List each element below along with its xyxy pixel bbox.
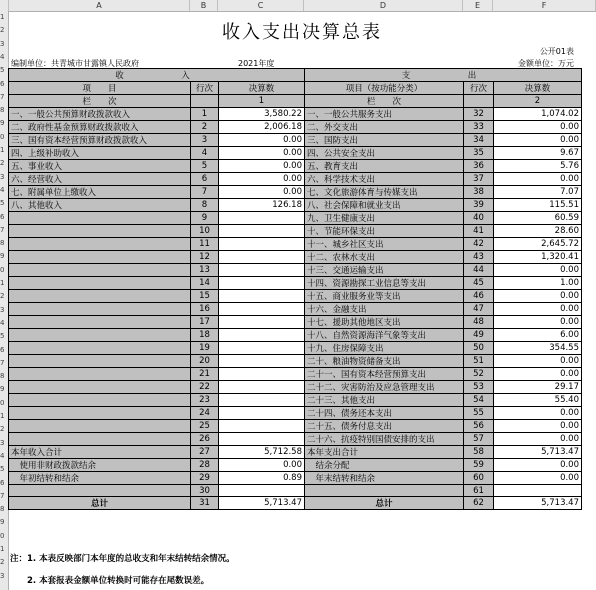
- income-line-cell[interactable]: 3: [191, 134, 219, 147]
- table-row: [9, 407, 582, 420]
- income-item-cell[interactable]: 使用非财政拨款结余: [9, 459, 191, 472]
- table-row: [9, 342, 582, 355]
- table-row: [9, 238, 582, 251]
- expense-line-cell[interactable]: 56: [464, 420, 494, 433]
- income-item-cell[interactable]: [9, 420, 191, 433]
- income-item-cell[interactable]: [9, 407, 191, 420]
- table-row: [9, 199, 582, 212]
- final-header-right[interactable]: 决算数: [494, 82, 582, 95]
- expense-value-cell[interactable]: 28.60: [494, 225, 582, 238]
- table-row: [9, 446, 582, 459]
- income-item-cell[interactable]: 五、事业收入: [9, 160, 191, 173]
- income-value-cell[interactable]: [219, 303, 305, 316]
- expense-line-cell[interactable]: 37: [464, 173, 494, 186]
- income-item-cell[interactable]: [9, 485, 191, 497]
- income-value-cell[interactable]: 0.89: [219, 472, 305, 485]
- income-item-cell[interactable]: [9, 433, 191, 446]
- income-item-cell[interactable]: 七、附属单位上缴收入: [9, 186, 191, 199]
- income-line-cell[interactable]: 2: [191, 121, 219, 134]
- expense-value-cell[interactable]: 0.00: [494, 459, 582, 472]
- income-item-cell[interactable]: [9, 381, 191, 394]
- row-number[interactable]: 0: [0, 531, 5, 540]
- expense-value-cell[interactable]: 7.07: [494, 186, 582, 199]
- expense-value-cell[interactable]: [494, 485, 582, 497]
- table-row: [9, 277, 582, 290]
- expense-line-cell[interactable]: 59: [464, 459, 494, 472]
- page-title: 收入支出决算总表: [222, 22, 382, 43]
- income-item-cell[interactable]: [9, 251, 191, 264]
- expense-line-cell[interactable]: 39: [464, 199, 494, 212]
- expense-item-cell[interactable]: [305, 485, 464, 497]
- expense-value-cell[interactable]: 2,645.72: [494, 238, 582, 251]
- expense-value-cell[interactable]: 6.00: [494, 329, 582, 342]
- row-number[interactable]: 4: [0, 52, 5, 61]
- expense-item-cell[interactable]: 二十二、灾害防治及应急管理支出: [305, 381, 464, 394]
- income-value-cell[interactable]: [219, 225, 305, 238]
- expense-value-cell[interactable]: 5.76: [494, 160, 582, 173]
- expense-line-cell[interactable]: 58: [464, 446, 494, 459]
- col-number-1[interactable]: 1: [219, 95, 305, 108]
- table-row: [9, 173, 582, 186]
- income-item-cell[interactable]: [9, 264, 191, 277]
- column-header-b[interactable]: B: [190, 0, 218, 11]
- expense-line-cell[interactable]: 40: [464, 212, 494, 225]
- row-number[interactable]: 6: [0, 478, 5, 487]
- expense-line-cell[interactable]: 52: [464, 368, 494, 381]
- expense-value-cell[interactable]: 0.00: [494, 368, 582, 381]
- expense-value-cell[interactable]: 0.00: [494, 472, 582, 485]
- table-row: [9, 303, 582, 316]
- row-number[interactable]: 9: [0, 518, 5, 527]
- income-line-cell[interactable]: 11: [191, 238, 219, 251]
- income-line-cell[interactable]: 31: [191, 497, 219, 510]
- expense-item-cell[interactable]: 十四、资源勘探工业信息等支出: [305, 277, 464, 290]
- table-row: [9, 433, 582, 446]
- income-value-cell[interactable]: 0.00: [219, 134, 305, 147]
- table-row: [9, 381, 582, 394]
- row-number[interactable]: 4: [0, 318, 5, 327]
- income-line-cell[interactable]: 25: [191, 420, 219, 433]
- income-item-cell[interactable]: 本年收入合计: [9, 446, 191, 459]
- income-value-cell[interactable]: [219, 277, 305, 290]
- expense-line-cell[interactable]: 36: [464, 160, 494, 173]
- row-number[interactable]: 9: [0, 119, 5, 128]
- row-number[interactable]: 2: [0, 159, 5, 168]
- expense-value-cell[interactable]: 9.67: [494, 147, 582, 160]
- row-number[interactable]: 6: [0, 79, 5, 88]
- income-value-cell[interactable]: 5,712.58: [219, 446, 305, 459]
- table-row: [9, 134, 582, 147]
- expense-line-cell[interactable]: 42: [464, 238, 494, 251]
- income-value-cell[interactable]: 2,006.18: [219, 121, 305, 134]
- income-value-cell[interactable]: [219, 290, 305, 303]
- row-number[interactable]: 5: [0, 465, 5, 474]
- income-item-cell[interactable]: [9, 342, 191, 355]
- lanci-label-left[interactable]: 栏 次: [9, 95, 191, 108]
- row-number[interactable]: 9: [0, 385, 5, 394]
- expense-item-cell[interactable]: 十五、商业服务业等支出: [305, 290, 464, 303]
- income-line-cell[interactable]: 10: [191, 225, 219, 238]
- expense-item-cell[interactable]: 一、一般公共服务支出: [305, 108, 464, 121]
- table-row: [9, 485, 582, 497]
- lanci-blank-right[interactable]: [464, 95, 494, 108]
- income-item-cell[interactable]: [9, 329, 191, 342]
- income-line-cell[interactable]: 9: [191, 212, 219, 225]
- expense-item-cell[interactable]: 二十三、其他支出: [305, 394, 464, 407]
- income-line-cell[interactable]: 20: [191, 355, 219, 368]
- row-number[interactable]: 5: [0, 332, 5, 341]
- expense-value-cell[interactable]: 1,074.02: [494, 108, 582, 121]
- income-value-cell[interactable]: 0.00: [219, 186, 305, 199]
- expense-item-cell[interactable]: 本年支出合计: [305, 446, 464, 459]
- note-2: 2. 本套报表金额单位转换时可能存在尾数误差。: [10, 576, 210, 586]
- income-line-cell[interactable]: 1: [191, 108, 219, 121]
- table-row: [9, 368, 582, 381]
- income-line-cell[interactable]: 14: [191, 277, 219, 290]
- income-line-cell[interactable]: 16: [191, 303, 219, 316]
- row-number[interactable]: 0: [0, 398, 5, 407]
- expense-value-cell[interactable]: 0.00: [494, 420, 582, 433]
- income-item-cell[interactable]: 六、经营收入: [9, 173, 191, 186]
- income-value-cell[interactable]: 0.00: [219, 173, 305, 186]
- lanci-label-right[interactable]: 栏 次: [305, 95, 464, 108]
- expense-line-cell[interactable]: 62: [464, 497, 494, 510]
- expense-item-cell[interactable]: 十二、农林水支出: [305, 251, 464, 264]
- income-item-cell[interactable]: [9, 277, 191, 290]
- expense-line-cell[interactable]: 35: [464, 147, 494, 160]
- income-item-cell[interactable]: 八、其他收入: [9, 199, 191, 212]
- table-row: [9, 108, 582, 121]
- row-number[interactable]: 3: [0, 172, 5, 181]
- item-func-header[interactable]: 项目（按功能分类）: [305, 82, 464, 95]
- expense-value-cell[interactable]: 0.00: [494, 316, 582, 329]
- income-value-cell[interactable]: [219, 485, 305, 497]
- row-number[interactable]: 3: [0, 39, 5, 48]
- income-value-cell[interactable]: [219, 329, 305, 342]
- expense-item-cell[interactable]: 三、国防支出: [305, 134, 464, 147]
- income-item-cell[interactable]: 总计: [9, 497, 191, 510]
- expense-value-cell[interactable]: 60.59: [494, 212, 582, 225]
- line-header-left[interactable]: 行次: [191, 82, 219, 95]
- expense-line-cell[interactable]: 55: [464, 407, 494, 420]
- income-value-cell[interactable]: 5,713.47: [219, 497, 305, 510]
- income-value-cell[interactable]: [219, 394, 305, 407]
- expense-line-cell[interactable]: 49: [464, 329, 494, 342]
- expense-line-cell[interactable]: 61: [464, 485, 494, 497]
- row-number[interactable]: 9: [0, 252, 5, 261]
- table-row: [9, 459, 582, 472]
- income-value-cell[interactable]: [219, 420, 305, 433]
- table-row: [9, 355, 582, 368]
- expense-line-cell[interactable]: 44: [464, 264, 494, 277]
- income-line-cell[interactable]: 29: [191, 472, 219, 485]
- column-header-bar: [0, 0, 596, 12]
- expense-value-cell[interactable]: 0.00: [494, 433, 582, 446]
- expense-line-cell[interactable]: 45: [464, 277, 494, 290]
- expense-value-cell[interactable]: 55.40: [494, 394, 582, 407]
- income-value-cell[interactable]: [219, 355, 305, 368]
- item-header[interactable]: 项 目: [9, 82, 191, 95]
- expense-item-cell[interactable]: 十、节能环保支出: [305, 225, 464, 238]
- expense-value-cell[interactable]: 5,713.47: [494, 497, 582, 510]
- row-number[interactable]: 5: [0, 66, 5, 75]
- row-number[interactable]: 0: [0, 132, 5, 141]
- row-number[interactable]: 1: [0, 279, 5, 287]
- row-number[interactable]: 3: [0, 438, 5, 447]
- expense-item-cell[interactable]: 总计: [305, 497, 464, 510]
- table-row: [9, 264, 582, 277]
- income-header[interactable]: 收 入: [9, 69, 305, 82]
- table-row: [9, 394, 582, 407]
- expense-line-cell[interactable]: 50: [464, 342, 494, 355]
- income-line-cell[interactable]: 12: [191, 251, 219, 264]
- income-item-cell[interactable]: 四、上级补助收入: [9, 147, 191, 160]
- expense-line-cell[interactable]: 51: [464, 355, 494, 368]
- income-item-cell[interactable]: [9, 355, 191, 368]
- income-value-cell[interactable]: 0.00: [219, 160, 305, 173]
- expense-item-cell[interactable]: 四、公共安全支出: [305, 147, 464, 160]
- row-number[interactable]: 3: [0, 305, 5, 314]
- income-line-cell[interactable]: 4: [191, 147, 219, 160]
- expense-line-cell[interactable]: 57: [464, 433, 494, 446]
- table-row: [9, 497, 582, 510]
- expense-item-cell[interactable]: 七、文化旅游体育与传媒支出: [305, 186, 464, 199]
- row-number[interactable]: 1: [0, 412, 5, 420]
- expense-item-cell[interactable]: 五、教育支出: [305, 160, 464, 173]
- row-number[interactable]: 2: [0, 425, 5, 434]
- expense-item-cell[interactable]: 六、科学技术支出: [305, 173, 464, 186]
- income-line-cell[interactable]: 30: [191, 485, 219, 497]
- income-line-cell[interactable]: 22: [191, 381, 219, 394]
- form-code: 公开01表: [539, 47, 574, 56]
- income-item-cell[interactable]: [9, 394, 191, 407]
- income-line-cell[interactable]: 28: [191, 459, 219, 472]
- column-header-d[interactable]: D: [304, 0, 463, 11]
- income-item-cell[interactable]: 一、一般公共预算财政拨款收入: [9, 108, 191, 121]
- expense-item-cell[interactable]: 年末结转和结余: [305, 472, 464, 485]
- income-line-cell[interactable]: 15: [191, 290, 219, 303]
- row-number[interactable]: 0: [0, 265, 5, 274]
- income-line-cell[interactable]: 21: [191, 368, 219, 381]
- row-number[interactable]: 4: [0, 451, 5, 460]
- income-line-cell[interactable]: 24: [191, 407, 219, 420]
- income-line-cell[interactable]: 17: [191, 316, 219, 329]
- expense-item-cell[interactable]: 八、社会保障和就业支出: [305, 199, 464, 212]
- year-label: 2021年度: [238, 59, 275, 68]
- row-number[interactable]: 8: [0, 505, 5, 514]
- income-value-cell[interactable]: [219, 342, 305, 355]
- expense-item-cell[interactable]: 十一、城乡社区支出: [305, 238, 464, 251]
- lanci-blank-left[interactable]: [191, 95, 219, 108]
- expense-item-cell[interactable]: 十六、金融支出: [305, 303, 464, 316]
- table-row: [9, 316, 582, 329]
- income-value-cell[interactable]: 0.00: [219, 459, 305, 472]
- row-number[interactable]: 4: [0, 185, 5, 194]
- row-number[interactable]: 1: [0, 146, 5, 154]
- expense-item-cell[interactable]: 二十五、债务付息支出: [305, 420, 464, 433]
- expense-item-cell[interactable]: 二十一、国有资本经营预算支出: [305, 368, 464, 381]
- expense-item-cell[interactable]: 十三、交通运输支出: [305, 264, 464, 277]
- expense-line-cell[interactable]: 34: [464, 134, 494, 147]
- table-row: [9, 472, 582, 485]
- expense-item-cell[interactable]: 十八、自然资源海洋气象等支出: [305, 329, 464, 342]
- income-value-cell[interactable]: [219, 238, 305, 251]
- income-line-cell[interactable]: 18: [191, 329, 219, 342]
- column-header-a[interactable]: A: [9, 0, 190, 11]
- column-header-e[interactable]: E: [463, 0, 493, 11]
- expense-line-cell[interactable]: 54: [464, 394, 494, 407]
- income-item-cell[interactable]: 二、政府性基金预算财政拨款收入: [9, 121, 191, 134]
- expense-value-cell[interactable]: 5,713.47: [494, 446, 582, 459]
- expense-header[interactable]: 支 出: [305, 69, 582, 82]
- income-item-cell[interactable]: 三、国有资本经营预算财政拨款收入: [9, 134, 191, 147]
- expense-value-cell[interactable]: 0.00: [494, 264, 582, 277]
- select-all-corner[interactable]: [0, 0, 9, 11]
- expense-line-cell[interactable]: 47: [464, 303, 494, 316]
- row-number[interactable]: 1: [0, 13, 5, 21]
- income-item-cell[interactable]: [9, 316, 191, 329]
- expense-item-cell[interactable]: 二十四、债务还本支出: [305, 407, 464, 420]
- income-value-cell[interactable]: [219, 407, 305, 420]
- row-number[interactable]: 7: [0, 358, 5, 367]
- row-number[interactable]: 7: [0, 92, 5, 101]
- expense-line-cell[interactable]: 33: [464, 121, 494, 134]
- column-header-f[interactable]: F: [493, 0, 596, 11]
- row-number[interactable]: 7: [0, 491, 5, 500]
- row-number[interactable]: 7: [0, 225, 5, 234]
- row-number[interactable]: 2: [0, 558, 5, 567]
- income-line-cell[interactable]: 8: [191, 199, 219, 212]
- income-line-cell[interactable]: 23: [191, 394, 219, 407]
- income-item-cell[interactable]: [9, 303, 191, 316]
- row-number[interactable]: 2: [0, 26, 5, 35]
- income-value-cell[interactable]: [219, 212, 305, 225]
- expense-line-cell[interactable]: 32: [464, 108, 494, 121]
- income-value-cell[interactable]: [219, 251, 305, 264]
- expense-item-cell[interactable]: 二十、粮油物资储备支出: [305, 355, 464, 368]
- row-number[interactable]: 8: [0, 372, 5, 381]
- table-row: [9, 212, 582, 225]
- table-row: [9, 329, 582, 342]
- income-item-cell[interactable]: [9, 238, 191, 251]
- final-header-left[interactable]: 决算数: [219, 82, 305, 95]
- currency-label: 金额单位：万元: [518, 59, 574, 68]
- expense-item-cell[interactable]: 二、外交支出: [305, 121, 464, 134]
- income-value-cell[interactable]: 126.18: [219, 199, 305, 212]
- income-value-cell[interactable]: [219, 264, 305, 277]
- income-item-cell[interactable]: [9, 225, 191, 238]
- table-row: [9, 225, 582, 238]
- row-number[interactable]: 5: [0, 199, 5, 208]
- expense-value-cell[interactable]: 0.00: [494, 290, 582, 303]
- budget-table: [8, 68, 582, 510]
- column-header-c[interactable]: C: [218, 0, 304, 11]
- income-item-cell[interactable]: [9, 212, 191, 225]
- table-row: [9, 121, 582, 134]
- row-number[interactable]: 8: [0, 239, 5, 248]
- income-line-cell[interactable]: 13: [191, 264, 219, 277]
- expense-line-cell[interactable]: 43: [464, 251, 494, 264]
- expense-value-cell[interactable]: 0.00: [494, 134, 582, 147]
- row-number[interactable]: 3: [0, 571, 5, 580]
- expense-item-cell[interactable]: 二十六、抗疫特别国债安排的支出: [305, 433, 464, 446]
- income-value-cell[interactable]: 0.00: [219, 147, 305, 160]
- row-number[interactable]: 1: [0, 545, 5, 553]
- income-item-cell[interactable]: [9, 368, 191, 381]
- expense-item-cell[interactable]: 十七、援助其他地区支出: [305, 316, 464, 329]
- col-number-2[interactable]: 2: [494, 95, 582, 108]
- income-value-cell[interactable]: [219, 316, 305, 329]
- income-line-cell[interactable]: 27: [191, 446, 219, 459]
- table-row: [9, 186, 582, 199]
- income-line-cell[interactable]: 19: [191, 342, 219, 355]
- table-row: [9, 147, 582, 160]
- income-line-cell[interactable]: 6: [191, 173, 219, 186]
- income-line-cell[interactable]: 5: [191, 160, 219, 173]
- row-number[interactable]: 2: [0, 292, 5, 301]
- row-number[interactable]: 8: [0, 106, 5, 115]
- income-value-cell[interactable]: [219, 381, 305, 394]
- income-line-cell[interactable]: 7: [191, 186, 219, 199]
- expense-value-cell[interactable]: 0.00: [494, 303, 582, 316]
- expense-value-cell[interactable]: 0.00: [494, 173, 582, 186]
- expense-value-cell[interactable]: 1.00: [494, 277, 582, 290]
- expense-line-cell[interactable]: 41: [464, 225, 494, 238]
- table-row: [9, 160, 582, 173]
- income-value-cell[interactable]: [219, 368, 305, 381]
- expense-value-cell[interactable]: 0.00: [494, 355, 582, 368]
- table-row: [9, 290, 582, 303]
- table-row: [9, 420, 582, 433]
- expense-value-cell[interactable]: 1,320.41: [494, 251, 582, 264]
- line-header-right[interactable]: 行次: [464, 82, 494, 95]
- expense-line-cell[interactable]: 38: [464, 186, 494, 199]
- income-item-cell[interactable]: [9, 290, 191, 303]
- expense-value-cell[interactable]: 354.55: [494, 342, 582, 355]
- expense-line-cell[interactable]: 53: [464, 381, 494, 394]
- expense-line-cell[interactable]: 60: [464, 472, 494, 485]
- table-row: [9, 251, 582, 264]
- row-number[interactable]: 6: [0, 212, 5, 221]
- expense-line-cell[interactable]: 46: [464, 290, 494, 303]
- expense-value-cell[interactable]: 29.17: [494, 381, 582, 394]
- expense-line-cell[interactable]: 48: [464, 316, 494, 329]
- expense-value-cell[interactable]: 115.51: [494, 199, 582, 212]
- unit-label: 编制单位：共青城市甘露镇人民政府: [11, 59, 139, 68]
- expense-item-cell[interactable]: 九、卫生健康支出: [305, 212, 464, 225]
- income-value-cell[interactable]: 3,580.22: [219, 108, 305, 121]
- expense-item-cell[interactable]: 结余分配: [305, 459, 464, 472]
- income-value-cell[interactable]: [219, 433, 305, 446]
- expense-item-cell[interactable]: 十九、住房保障支出: [305, 342, 464, 355]
- expense-value-cell[interactable]: 0.00: [494, 121, 582, 134]
- row-number[interactable]: 6: [0, 345, 5, 354]
- expense-value-cell[interactable]: 0.00: [494, 407, 582, 420]
- note-1: 注：1. 本表反映部门本年度的总收支和年末结转结余情况。: [10, 554, 235, 564]
- income-item-cell[interactable]: 年初结转和结余: [9, 472, 191, 485]
- income-line-cell[interactable]: 26: [191, 433, 219, 446]
